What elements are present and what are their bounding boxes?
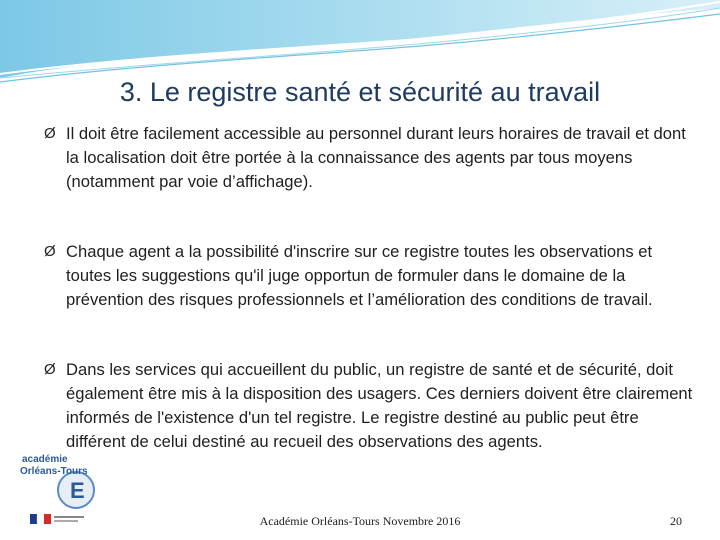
footer-text: Académie Orléans-Tours Novembre 2016 bbox=[259, 514, 461, 528]
bullet-item bbox=[44, 240, 694, 312]
bullet-text: Chaque agent a la possibilité d'inscrire sur ce registre toutes les observations et toutes les suggestions qu'il juge opportun de formuler dans le domaine de la prévention des risques professionnels et l’amélioration des conditions de travail. bbox=[66, 242, 653, 309]
arrow-bullet-icon: Ø bbox=[44, 243, 56, 260]
slide-title: 3. Le registre santé et sécurité au travail bbox=[119, 77, 601, 107]
arrow-bullet-icon: Ø bbox=[44, 361, 56, 378]
bullet-item bbox=[44, 358, 694, 454]
bullet-text: Il doit être facilement accessible au personnel durant leurs horaires de travail et dont la localisation doit être portée à la connaissance des agents par tous moyens (notamment par voie d’affichage). bbox=[66, 124, 686, 191]
bullet-list bbox=[44, 122, 694, 454]
logo-letter: E bbox=[70, 478, 85, 503]
logo-line2: Orléans-Tours bbox=[20, 466, 88, 477]
arrow-bullet-icon: Ø bbox=[44, 125, 56, 142]
logo-line1: académie bbox=[22, 454, 68, 465]
bullet-item bbox=[44, 122, 694, 194]
bullet-text: Dans les services qui accueillent du public, un registre de santé et de sécurité, doit également être mis à la disposition des usagers. Ces derniers doivent être clairement informés de l'existence d'un tel registre. Le registre destiné au public peut être différent de celui destiné au recueil des observations des agents. bbox=[66, 360, 693, 451]
page-number: 20 bbox=[670, 514, 682, 528]
